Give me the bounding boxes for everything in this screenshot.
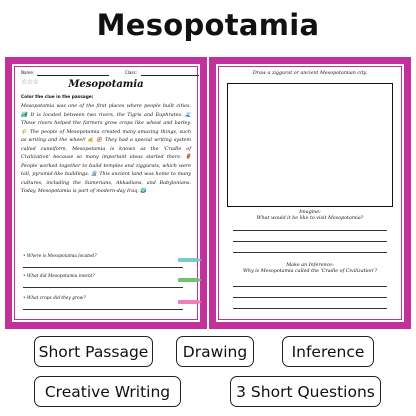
tag-short-passage: Short Passage	[34, 336, 153, 367]
answer-line-3	[23, 309, 183, 310]
question-1-text: Where is Mesopotamia located?	[26, 254, 97, 259]
inference-label: Make an Inference:	[286, 263, 334, 268]
inference-answer-line-3	[233, 308, 387, 309]
answer-line-2	[23, 287, 183, 288]
question-3-text: What crops did they grow?	[26, 296, 86, 301]
question-2-text: What did Mesopotamia invent?	[26, 274, 95, 279]
question-1: • Where is Mesopotamia located?	[23, 254, 97, 259]
tag-short-questions: 3 Short Questions	[230, 376, 381, 407]
passage-title: Mesopotamia	[68, 79, 144, 90]
inference-answer-line-1	[233, 286, 387, 287]
question-2: • What did Mesopotamia invent?	[23, 274, 95, 279]
drawing-instruction: Draw a ziggurat or ancient Mesopotamian city.	[252, 71, 368, 76]
crayon-teal-icon	[178, 258, 198, 262]
class-label: Class:	[125, 70, 137, 75]
rating-stars-icon: ☆☆☆	[21, 78, 39, 86]
inference-question: Why is Mesopotamia called the 'Cradle of Civilization'?	[242, 269, 378, 274]
drawing-worksheet-page	[209, 57, 411, 329]
reading-worksheet-page	[5, 57, 207, 329]
tag-creative-writing: Creative Writing	[34, 376, 181, 407]
answer-line-1	[23, 267, 183, 268]
imagine-label: Imagine:	[299, 210, 321, 215]
imagine-answer-line-2	[233, 241, 387, 242]
imagine-answer-line-1	[233, 230, 387, 231]
imagine-answer-line-3	[233, 252, 387, 253]
drawing-box	[227, 83, 393, 207]
crayon-pink-icon	[178, 300, 198, 304]
tag-inference: Inference	[282, 336, 374, 367]
class-field-line	[141, 75, 199, 76]
passage-instruction: Color the clue in the passage:	[21, 95, 94, 100]
reading-passage: Mesopotamia was one of the first places where people built cities. 🏞️ It is located between two rivers, the Tigris and Euphrates. 🌊 These rivers helped the farmers grow crops like wheat and barley. 🌾 The people of Mesopotamia created many amazing things, such as writing and the wheel! ✍️ 🛞 They had a special writing system called cuneiform. Mesopotamia is known as the 'Cradle of Civilization' because so many important ideas started there. 🏺 People worked together to build temples and ziggurats, which were tall, pyramid-like buildings. 🏛️ This ancient land was home to many cultures, including the Sumerians, Akkadians, and Babylonians. Today, Mesopotamia is part of modern-day Iraq. 🌍	[21, 103, 191, 195]
inference-answer-line-2	[233, 297, 387, 298]
tag-drawing: Drawing	[176, 336, 254, 367]
imagine-question: What would it be like to visit Mesopotamia?	[256, 216, 364, 221]
page-title: Mesopotamia	[96, 8, 320, 42]
name-field-line	[37, 75, 109, 76]
reading-worksheet-inner-border	[14, 66, 198, 320]
question-3: • What crops did they grow?	[23, 296, 86, 301]
name-label: Name:	[21, 70, 35, 75]
worksheet-header	[21, 70, 191, 78]
crayon-green-icon	[178, 278, 198, 282]
drawing-worksheet-inner-border	[218, 66, 402, 320]
